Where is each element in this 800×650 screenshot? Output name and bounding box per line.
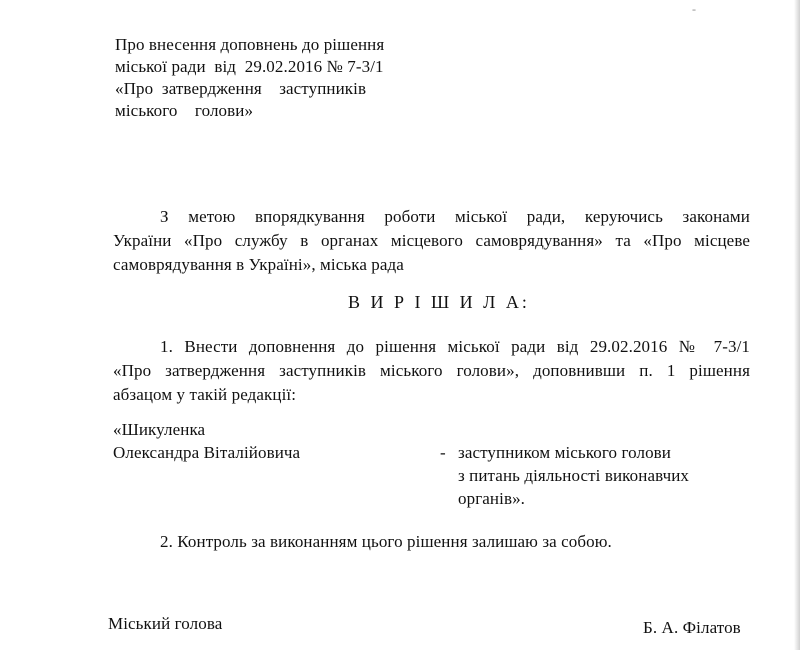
title-line-2: міської ради від 29.02.2016 № 7-3/1 <box>115 57 384 76</box>
item1-line-3: абзацом у такій редакції: <box>113 385 297 404</box>
item1-line-1: 1. Внести доповнення до рішення міської ради від 29.02.2016 № 7-3/1 <box>160 337 750 356</box>
appointee-name: Олександра Віталійовича <box>113 443 301 462</box>
item1-line-2: «Про затвердження заступників міського голови», доповнивши п. 1 рішення <box>113 361 750 380</box>
appointee-surname: «Шикуленка <box>113 420 206 439</box>
preamble-line-1: З метою впорядкування роботи міської ради, керуючись законами <box>160 207 750 226</box>
title-line-1: Про внесення доповнень до рішення <box>115 35 385 54</box>
position-dash: - <box>440 443 446 462</box>
position-line-3: органів». <box>458 489 526 508</box>
decision-heading: В И Р І Ш И Л А: <box>348 292 530 312</box>
title-line-3: «Про затвердження заступників <box>115 79 367 98</box>
position-line-1: заступником міського голови <box>458 443 671 462</box>
page-edge-shadow <box>794 0 800 650</box>
signature-name: Б. А. Філатов <box>643 618 741 637</box>
title-line-4: міського голови» <box>115 101 254 120</box>
item2-line: 2. Контроль за виконанням цього рішення залишаю за собою. <box>160 532 612 551</box>
signature-role: Міський голова <box>108 614 223 633</box>
corner-mark: - <box>692 2 696 16</box>
preamble-line-3: самоврядування в Україні», міська рада <box>113 255 404 274</box>
preamble-line-2: України «Про службу в органах місцевого самоврядування» та «Про місцеве <box>113 231 750 250</box>
position-line-2: з питань діяльності виконавчих <box>458 466 690 485</box>
